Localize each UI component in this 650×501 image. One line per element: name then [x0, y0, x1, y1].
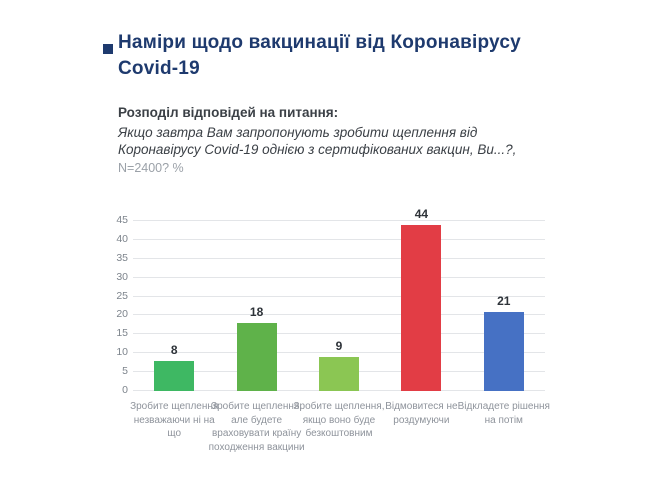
bar-1	[154, 361, 194, 391]
y-tick-label-20: 20	[116, 308, 128, 321]
bar-2	[237, 323, 277, 391]
y-tick-label-30: 30	[116, 270, 128, 283]
bar-value-label-5: 21	[497, 293, 511, 308]
bar-value-label-4: 44	[414, 206, 429, 221]
x-axis-labels	[130, 400, 550, 495]
gridline-y-30	[133, 277, 545, 278]
x-category-label-1: Зробите щеплення незважаючи ні на що	[130, 401, 219, 439]
gridline-y-40	[133, 239, 545, 240]
gridline-y-35	[133, 258, 545, 259]
bar-3	[319, 357, 359, 391]
x-category-label-5: Відкладете рішення на потім	[457, 401, 550, 426]
bar-value-label-3: 9	[335, 339, 343, 353]
question-text-line-2: Коронавірусу Covid-19 однією з сертифікованих вакцин, Ви...?,	[118, 142, 517, 157]
bar-5	[484, 312, 524, 391]
y-tick-label-25: 25	[116, 289, 128, 302]
y-axis	[90, 214, 128, 396]
gridline-y-45	[133, 220, 545, 221]
question-text-line-1: Якщо завтра Вам запропонують зробити щеплення від	[118, 125, 478, 140]
y-tick-label-45: 45	[116, 214, 128, 226]
bar-4	[401, 225, 441, 391]
y-tick-label-15: 15	[116, 327, 128, 340]
x-category-label-4: Відмовитеся не роздумуючи	[385, 401, 458, 426]
bar-value-label-1: 8	[170, 342, 178, 357]
plot-area	[133, 206, 545, 391]
y-tick-label-40: 40	[116, 232, 128, 245]
x-category-label-3: Зробите щеплення, якщо воно буде безкоштовним	[293, 401, 385, 439]
question-header: Розподіл відповідей на питання:	[118, 105, 339, 120]
sample-size-note: N=2400? %	[118, 161, 184, 175]
y-tick-label-5: 5	[122, 365, 128, 378]
y-tick-label-0: 0	[122, 384, 128, 396]
y-tick-label-10: 10	[116, 346, 128, 359]
bar-value-label-2: 18	[249, 305, 264, 319]
page-title-line-2: Covid-19	[118, 58, 200, 79]
x-category-label-2: Зробите щеплення, але будете враховувати країну походження вакцини	[208, 401, 305, 453]
page-title-line-1: Наміри щодо вакцинації від Коронавірусу	[118, 32, 521, 53]
y-tick-label-35: 35	[116, 251, 128, 264]
